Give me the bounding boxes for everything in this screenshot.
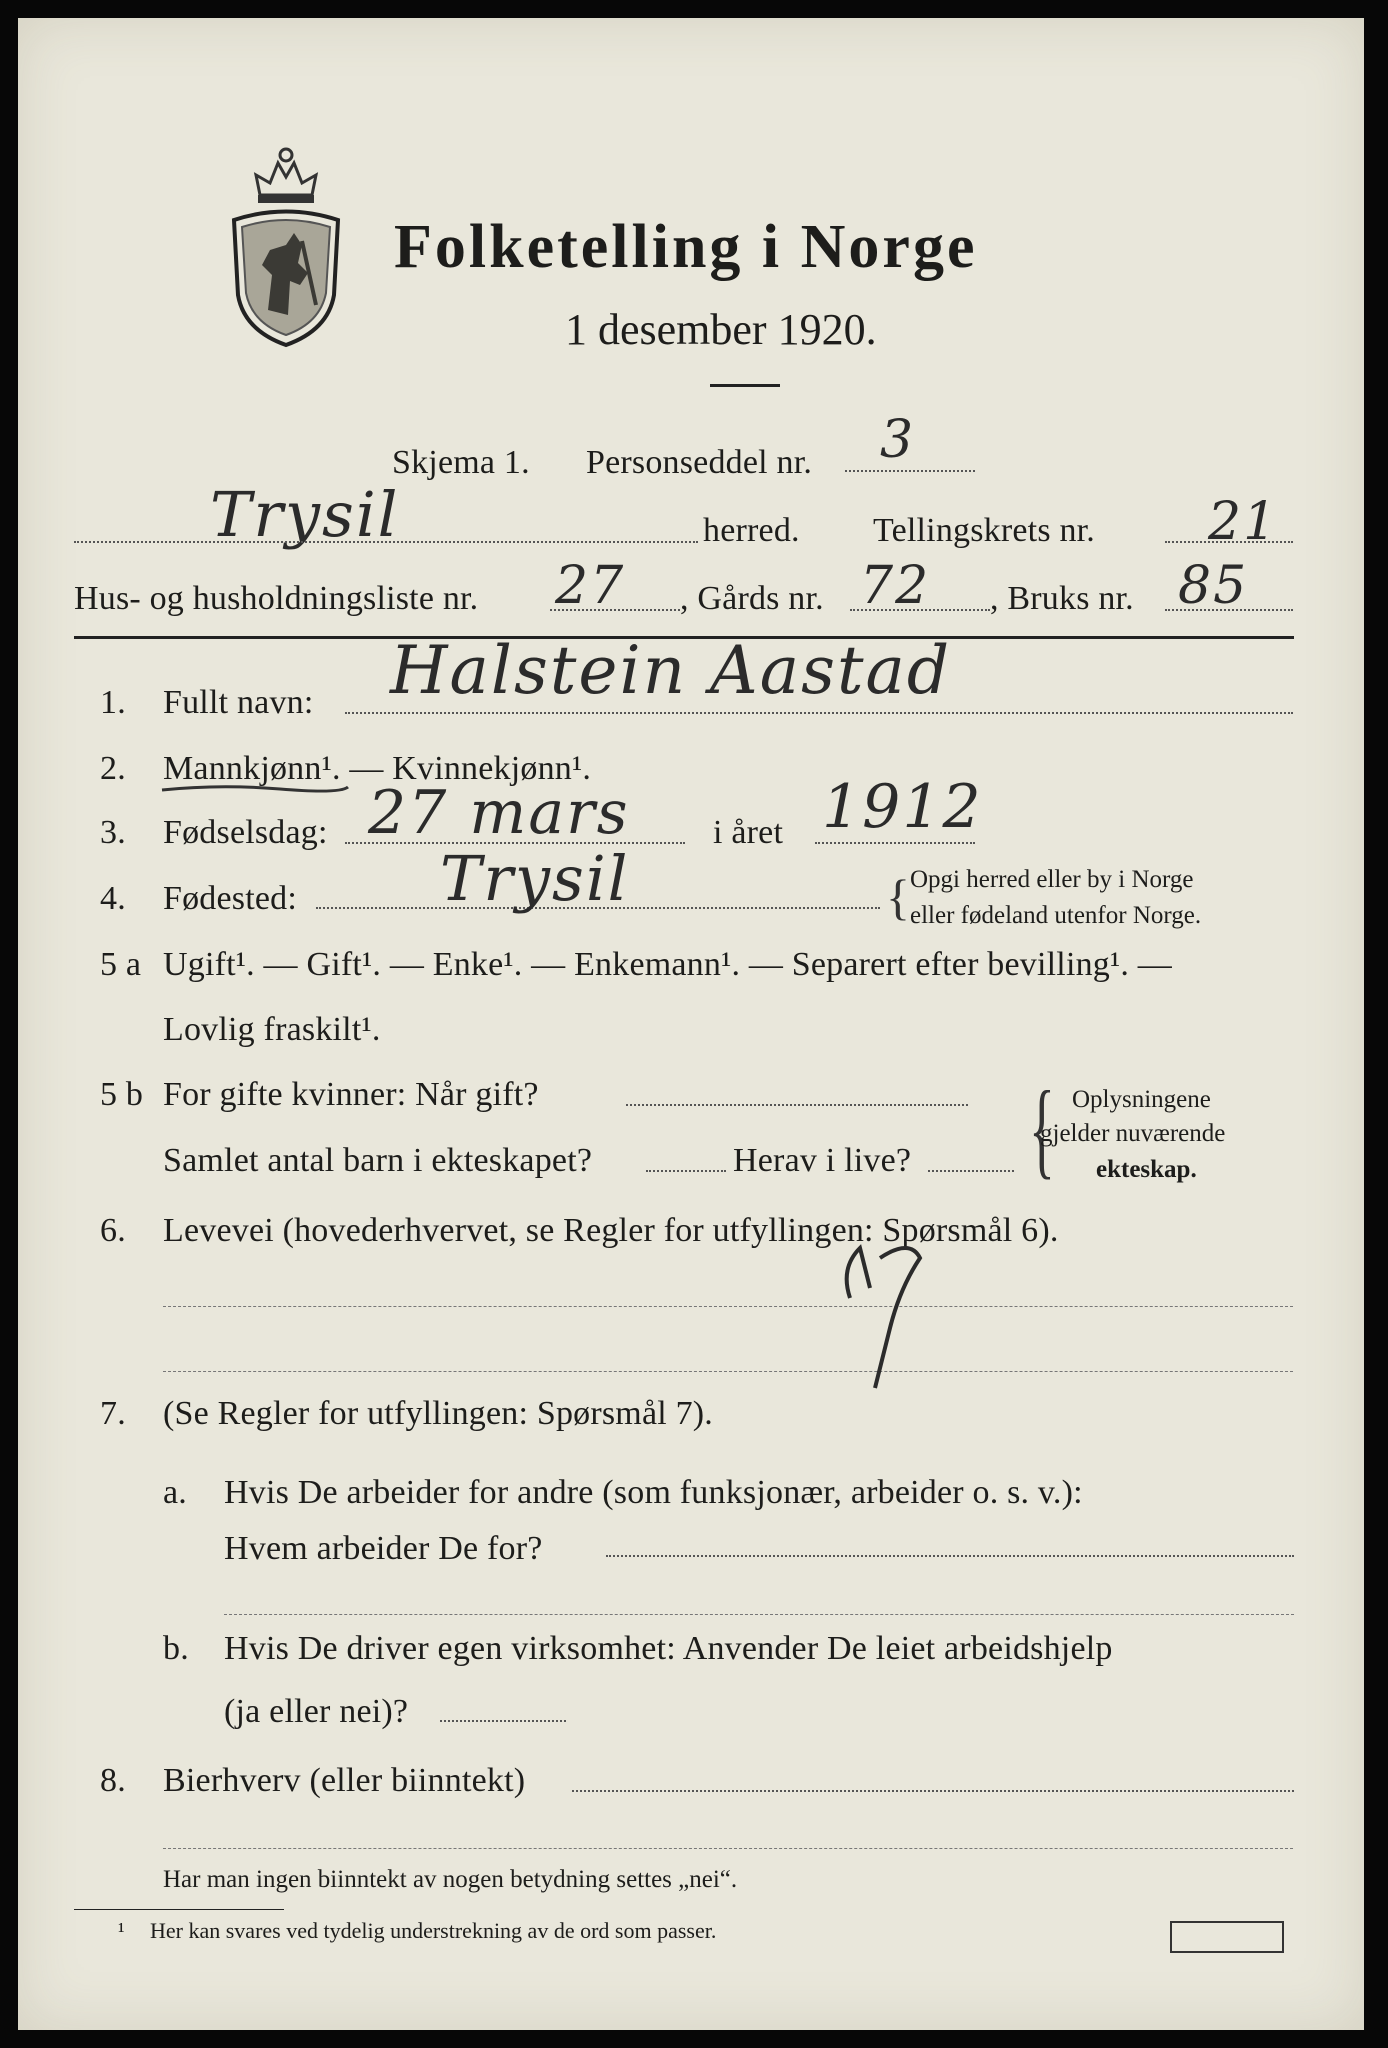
q7b-label: Hvis De driver egen virksomhet: Anvender De leiet arbeidshjelp: [224, 1630, 1113, 1667]
q5b-brace: {: [1028, 1070, 1055, 1189]
employer-line-2: [224, 1614, 1294, 1615]
form-title: Folketelling i Norge: [394, 213, 978, 281]
q4-number: 4.: [100, 880, 126, 917]
census-date: 1 desember 1920.: [565, 305, 877, 354]
bruks-value: 85: [1178, 556, 1249, 616]
q7a-label: Hvis De arbeider for andre (som funksjonær, arbeider o. s. v.):: [224, 1474, 1083, 1511]
q1-line: [345, 712, 1293, 714]
printer-stamp: [1170, 1921, 1284, 1953]
q4-note-line2: eller fødeland utenfor Norge.: [910, 902, 1202, 929]
q3-label: Fødselsdag:: [163, 814, 328, 851]
q8-label: Bierhverv (eller biinntekt): [163, 1762, 526, 1799]
q4-note-line1: Opgi herred eller by i Norge: [910, 866, 1194, 893]
birth-year-value: 1912: [822, 772, 983, 842]
norwegian-coat-of-arms-icon: [228, 145, 344, 350]
q5a-label: Ugift¹. — Gift¹. — Enke¹. — Enkemann¹. — Separert efter bevilling¹. —: [163, 946, 1172, 983]
q3-number: 3.: [100, 814, 126, 851]
side-income-line-2: [163, 1848, 1293, 1849]
q6-label: Levevei (hovederhvervet, se Regler for utfyllingen: Spørsmål 6).: [163, 1212, 1059, 1249]
bruks-label: , Bruks nr.: [990, 580, 1134, 617]
q7a-letter: a.: [163, 1474, 187, 1511]
children-alive-line: [928, 1170, 1014, 1172]
side-income-line: [572, 1790, 1294, 1792]
occupation-line-1: [163, 1306, 1293, 1307]
q1-number: 1.: [100, 684, 126, 721]
mannkjonn-underline: [160, 782, 350, 796]
q7a-question: Hvem arbeider De for?: [224, 1530, 543, 1567]
married-when-line: [626, 1104, 968, 1106]
footnote-marker: ¹: [118, 1918, 125, 1943]
q7b-letter: b.: [163, 1630, 189, 1667]
personseddel-label: Personseddel nr.: [586, 444, 813, 481]
q5b-number: 5 b: [100, 1076, 144, 1113]
q8-note: Har man ingen biinntekt av nogen betydning settes „nei“.: [163, 1866, 738, 1893]
birthplace-value: Trysil: [440, 842, 630, 915]
q5b-note-line1: Oplysningene: [1072, 1086, 1211, 1113]
full-name-value: Halstein Aastad: [390, 632, 952, 709]
q4-label: Fødested:: [163, 880, 298, 917]
husholdningsliste-value: 27: [555, 556, 626, 616]
q5b-note-line3: ekteskap.: [1096, 1156, 1197, 1183]
tellingskrets-label: Tellingskrets nr.: [873, 512, 1095, 549]
q5b-children-label: Samlet antal barn i ekteskapet?: [163, 1142, 593, 1179]
personseddel-line: [845, 470, 975, 472]
q7-number: 7.: [100, 1395, 126, 1432]
q2-number: 2.: [100, 750, 126, 787]
year-label: i året: [713, 814, 784, 851]
q1-label: Fullt navn:: [163, 684, 314, 721]
q2-label: Mannkjønn¹. — Kvinnekjønn¹.: [163, 750, 592, 787]
q7-label: (Se Regler for utfyllingen: Spørsmål 7).: [163, 1395, 714, 1432]
employer-line: [606, 1555, 1294, 1557]
q7b-question: (ja eller nei)?: [224, 1693, 409, 1730]
gards-value: 72: [860, 556, 931, 616]
footnote-divider: [74, 1909, 284, 1910]
q5b-note-line2: gjelder nuværende: [1040, 1120, 1226, 1147]
herred-value: Trysil: [210, 478, 400, 551]
title-divider: [710, 384, 780, 387]
gards-label: , Gårds nr.: [680, 580, 824, 617]
herred-line: [74, 541, 698, 543]
q4-brace: {: [886, 869, 910, 925]
herred-label: herred.: [703, 512, 800, 549]
occupation-mark: [830, 1228, 930, 1398]
q6-number: 6.: [100, 1212, 126, 1249]
children-total-line: [646, 1170, 726, 1172]
q8-number: 8.: [100, 1762, 126, 1799]
hired-help-line: [440, 1720, 566, 1722]
footnote-text: Her kan svares ved tydelig understrekning av de ord som passer.: [150, 1918, 717, 1943]
q5b-label: For gifte kvinner: Når gift?: [163, 1076, 539, 1113]
husholdningsliste-label: Hus- og husholdningsliste nr.: [74, 580, 479, 617]
q5b-alive-label: Herav i live?: [733, 1142, 912, 1179]
tellingskrets-value: 21: [1208, 492, 1279, 552]
birth-year-line: [815, 842, 975, 844]
q5a-number: 5 a: [100, 946, 142, 983]
birthday-value: 27 mars: [368, 778, 630, 848]
schema-label: Skjema 1.: [392, 444, 530, 481]
personseddel-value: 3: [880, 410, 916, 470]
occupation-line-2: [163, 1371, 1293, 1372]
q5a-label-cont: Lovlig fraskilt¹.: [163, 1011, 381, 1048]
